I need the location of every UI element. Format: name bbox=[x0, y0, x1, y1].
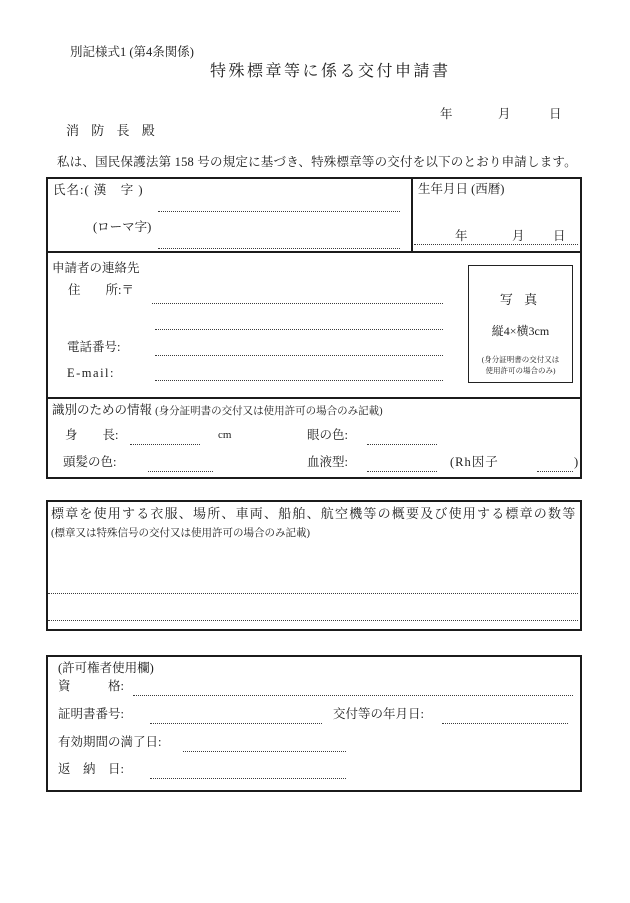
eye-color-field-line[interactable] bbox=[367, 435, 437, 445]
birthdate-field-line[interactable] bbox=[414, 235, 578, 245]
photo-note-line2: 使用許可の場合のみ) bbox=[485, 366, 556, 375]
return-date-label: 返 納 日: bbox=[58, 762, 124, 776]
official-heading: (許可権者使用欄) bbox=[58, 661, 154, 675]
birth-day-label: 日 bbox=[553, 229, 566, 243]
photo-box bbox=[468, 265, 573, 383]
usage-field-line-2[interactable] bbox=[48, 611, 578, 621]
blood-type-field-line[interactable] bbox=[367, 462, 437, 472]
addressee: 消 防 長 殿 bbox=[66, 123, 160, 138]
hair-color-label: 頭髪の色: bbox=[63, 455, 117, 469]
form-id: 別記様式1 (第4条関係) bbox=[70, 45, 194, 59]
email-label: E-mail: bbox=[67, 366, 115, 380]
photo-size: 縦4×横3cm bbox=[491, 324, 550, 338]
row-divider-2 bbox=[46, 397, 582, 399]
birthdate-label: 生年月日 (西暦) bbox=[418, 182, 505, 196]
date-year-label: 年 bbox=[440, 107, 453, 121]
qualification-field-line[interactable] bbox=[133, 686, 573, 696]
photo-title: 写 真 bbox=[499, 292, 542, 307]
usage-heading: 標章を使用する衣服、場所、車両、船舶、航空機等の概要及び使用する標章の数等 bbox=[51, 506, 577, 521]
identification-heading bbox=[52, 403, 383, 418]
height-unit: cm bbox=[218, 429, 232, 441]
qualification-label: 資 格: bbox=[58, 679, 124, 693]
height-field-line[interactable] bbox=[130, 435, 200, 445]
address-label: 住 所:〒 bbox=[68, 283, 134, 297]
date-day-label: 日 bbox=[549, 107, 562, 121]
birth-year-label: 年 bbox=[455, 229, 468, 243]
birth-month-label: 月 bbox=[512, 229, 525, 243]
cert-number-label: 証明書番号: bbox=[58, 707, 124, 721]
name-romaji-label: (ローマ字) bbox=[93, 220, 152, 234]
identification-heading-note: (身分証明書の交付又は使用許可の場合のみ記載) bbox=[155, 406, 383, 417]
identification-heading-main: 識別のための情報 bbox=[52, 403, 153, 417]
hair-color-field-line[interactable] bbox=[148, 462, 213, 472]
cert-number-field-line[interactable] bbox=[150, 714, 322, 724]
usage-note: (標章又は特殊信号の交付又は使用許可の場合のみ記載) bbox=[51, 528, 310, 539]
address-field-line-1[interactable] bbox=[152, 294, 443, 304]
name-romaji-field-line[interactable] bbox=[158, 239, 400, 249]
rh-factor-field-line[interactable] bbox=[537, 462, 573, 472]
rh-factor-suffix: ) bbox=[574, 455, 579, 469]
date-month-label: 月 bbox=[498, 107, 511, 121]
eye-color-label: 眼の色: bbox=[307, 428, 348, 442]
email-field-line[interactable] bbox=[155, 371, 443, 381]
address-field-line-2[interactable] bbox=[155, 320, 443, 330]
phone-field-line[interactable] bbox=[155, 346, 443, 356]
page-title: 特殊標章等に係る交付申請書 bbox=[210, 63, 451, 80]
issue-date-field-line[interactable] bbox=[442, 714, 568, 724]
expiry-date-label: 有効期間の満了日: bbox=[58, 735, 162, 749]
phone-label: 電話番号: bbox=[67, 340, 121, 354]
name-kanji-label: 氏名:( 漢 字 ) bbox=[53, 183, 144, 197]
issue-date-label: 交付等の年月日: bbox=[333, 707, 424, 721]
height-label: 身 長: bbox=[65, 428, 119, 442]
return-date-field-line[interactable] bbox=[150, 769, 346, 779]
expiry-date-field-line[interactable] bbox=[183, 742, 346, 752]
photo-note-line1: (身分証明書の交付又は bbox=[481, 355, 560, 364]
row-divider-1 bbox=[46, 251, 582, 253]
contact-heading: 申請者の連絡先 bbox=[52, 261, 140, 275]
rh-factor-prefix: (Rh因子 bbox=[450, 455, 499, 469]
name-birth-divider bbox=[411, 177, 413, 253]
intro-sentence: 私は、国民保護法第 158 号の規定に基づき、特殊標章等の交付を以下のとおり申請します。 bbox=[57, 155, 577, 169]
name-kanji-field-line[interactable] bbox=[158, 202, 400, 212]
usage-field-line-1[interactable] bbox=[48, 584, 578, 594]
blood-type-label: 血液型: bbox=[307, 455, 348, 469]
